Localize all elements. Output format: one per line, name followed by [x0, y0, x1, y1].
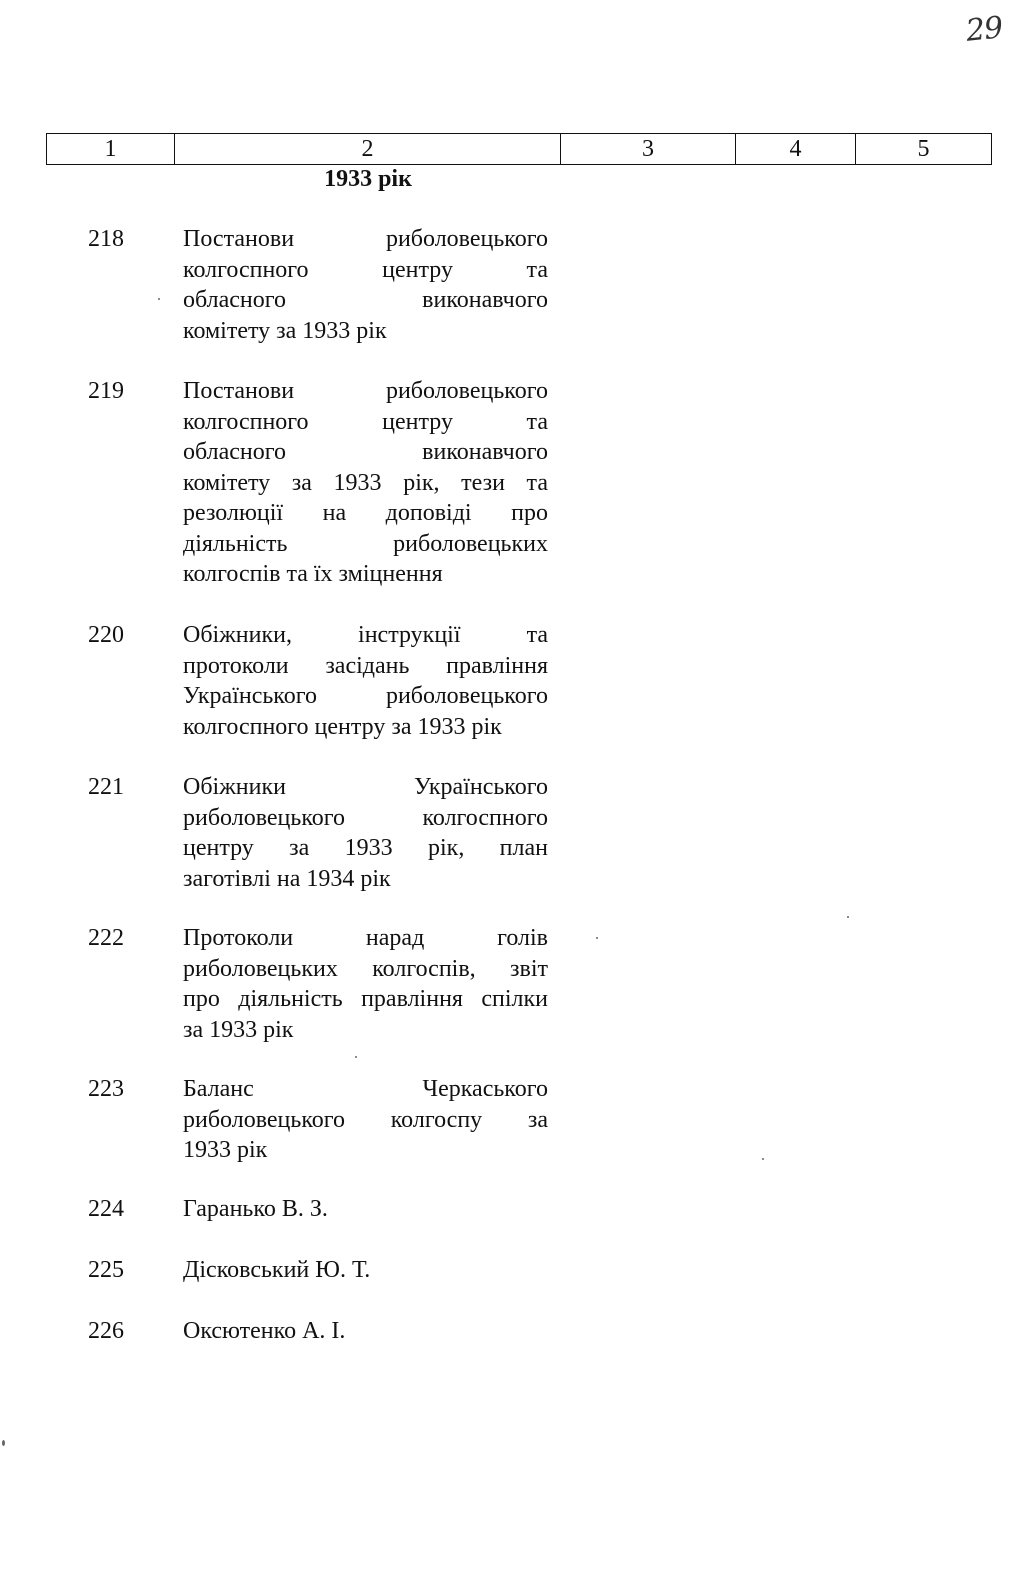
entry-title-line: Постанови риболовецького — [183, 226, 548, 252]
entry-title-line: діяльність риболовецьких — [183, 530, 548, 557]
entry-title-line: колгоспного центру та — [183, 408, 548, 435]
entry-title-line: комітету за 1933 рік — [183, 317, 387, 344]
year-heading: 1933 рік — [324, 166, 412, 192]
entry-number: 226 — [88, 1318, 124, 1344]
scan-speck — [2, 1440, 5, 1446]
entry-number: 218 — [88, 226, 124, 252]
entry-title-line: Оксютенко А. І. — [183, 1318, 346, 1344]
entry-number: 225 — [88, 1257, 124, 1283]
entry-title-line: риболовецького колгоспу за — [183, 1106, 548, 1133]
column-header-4: 4 — [736, 134, 856, 164]
entry-title-line: обласного виконавчого — [183, 287, 548, 313]
entry-title-line: риболовецького колгоспного — [183, 804, 548, 831]
entry-title-line: Обіжники Українського — [183, 774, 548, 800]
entry-title-line: Протоколи нарад голів — [183, 925, 548, 951]
scan-speck — [355, 1056, 357, 1058]
column-header-2: 2 — [175, 134, 561, 164]
column-header-table — [46, 133, 992, 165]
entry-number: 219 — [88, 378, 124, 404]
entry-title-line: протоколи засідань правління — [183, 652, 548, 679]
entry-title — [183, 1194, 548, 1225]
entry-title — [183, 224, 548, 346]
entry-title-line: про діяльність правління спілки — [183, 986, 548, 1012]
scan-speck — [762, 1158, 764, 1160]
scan-speck — [847, 916, 849, 918]
entry-title — [183, 620, 548, 742]
entry-title-line: Українського риболовецького — [183, 683, 548, 709]
entry-title — [183, 923, 548, 1045]
entry-title-line: 1933 рік — [183, 1137, 268, 1163]
entry-title-line: риболовецьких колгоспів, звіт — [183, 955, 548, 982]
entry-title-line: колгоспів та їх зміцнення — [183, 561, 443, 587]
entry-number: 220 — [88, 622, 124, 648]
entry-title — [183, 772, 548, 894]
column-header-5: 5 — [917, 136, 930, 162]
entry-title-line: Дісковський Ю. Т. — [183, 1257, 371, 1283]
entry-title — [183, 1074, 548, 1166]
entry-number: 221 — [88, 774, 124, 800]
scan-speck — [158, 298, 160, 300]
entry-title-line: Обіжники, інструкції та — [183, 622, 548, 648]
entry-title-line: обласного виконавчого — [183, 439, 548, 465]
entry-number: 223 — [88, 1076, 124, 1102]
entry-title — [183, 1255, 548, 1286]
entry-number: 224 — [88, 1196, 124, 1222]
column-header-3: 3 — [561, 134, 736, 164]
entry-title-line: за 1933 рік — [183, 1016, 294, 1043]
entry-title-line: заготівлі на 1934 рік — [183, 865, 391, 892]
entry-title-line: Баланс Черкаського — [183, 1076, 548, 1102]
entry-number: 222 — [88, 925, 124, 951]
entry-title-line: колгоспного центру та — [183, 256, 548, 283]
entry-title — [183, 1316, 548, 1347]
entry-title-line: Постанови риболовецького — [183, 378, 548, 404]
entry-title-line: колгоспного центру за 1933 рік — [183, 713, 502, 740]
page-number: 29 — [964, 10, 1004, 49]
entry-title — [183, 376, 548, 590]
entry-title-line: центру за 1933 рік, план — [183, 835, 548, 861]
column-header-1: 1 — [47, 134, 175, 164]
entry-title-line: комітету за 1933 рік, тези та — [183, 469, 548, 496]
entry-title-line: Гаранько В. З. — [183, 1196, 328, 1222]
entry-title-line: резолюції на доповіді про — [183, 500, 548, 526]
scan-speck — [596, 937, 598, 939]
